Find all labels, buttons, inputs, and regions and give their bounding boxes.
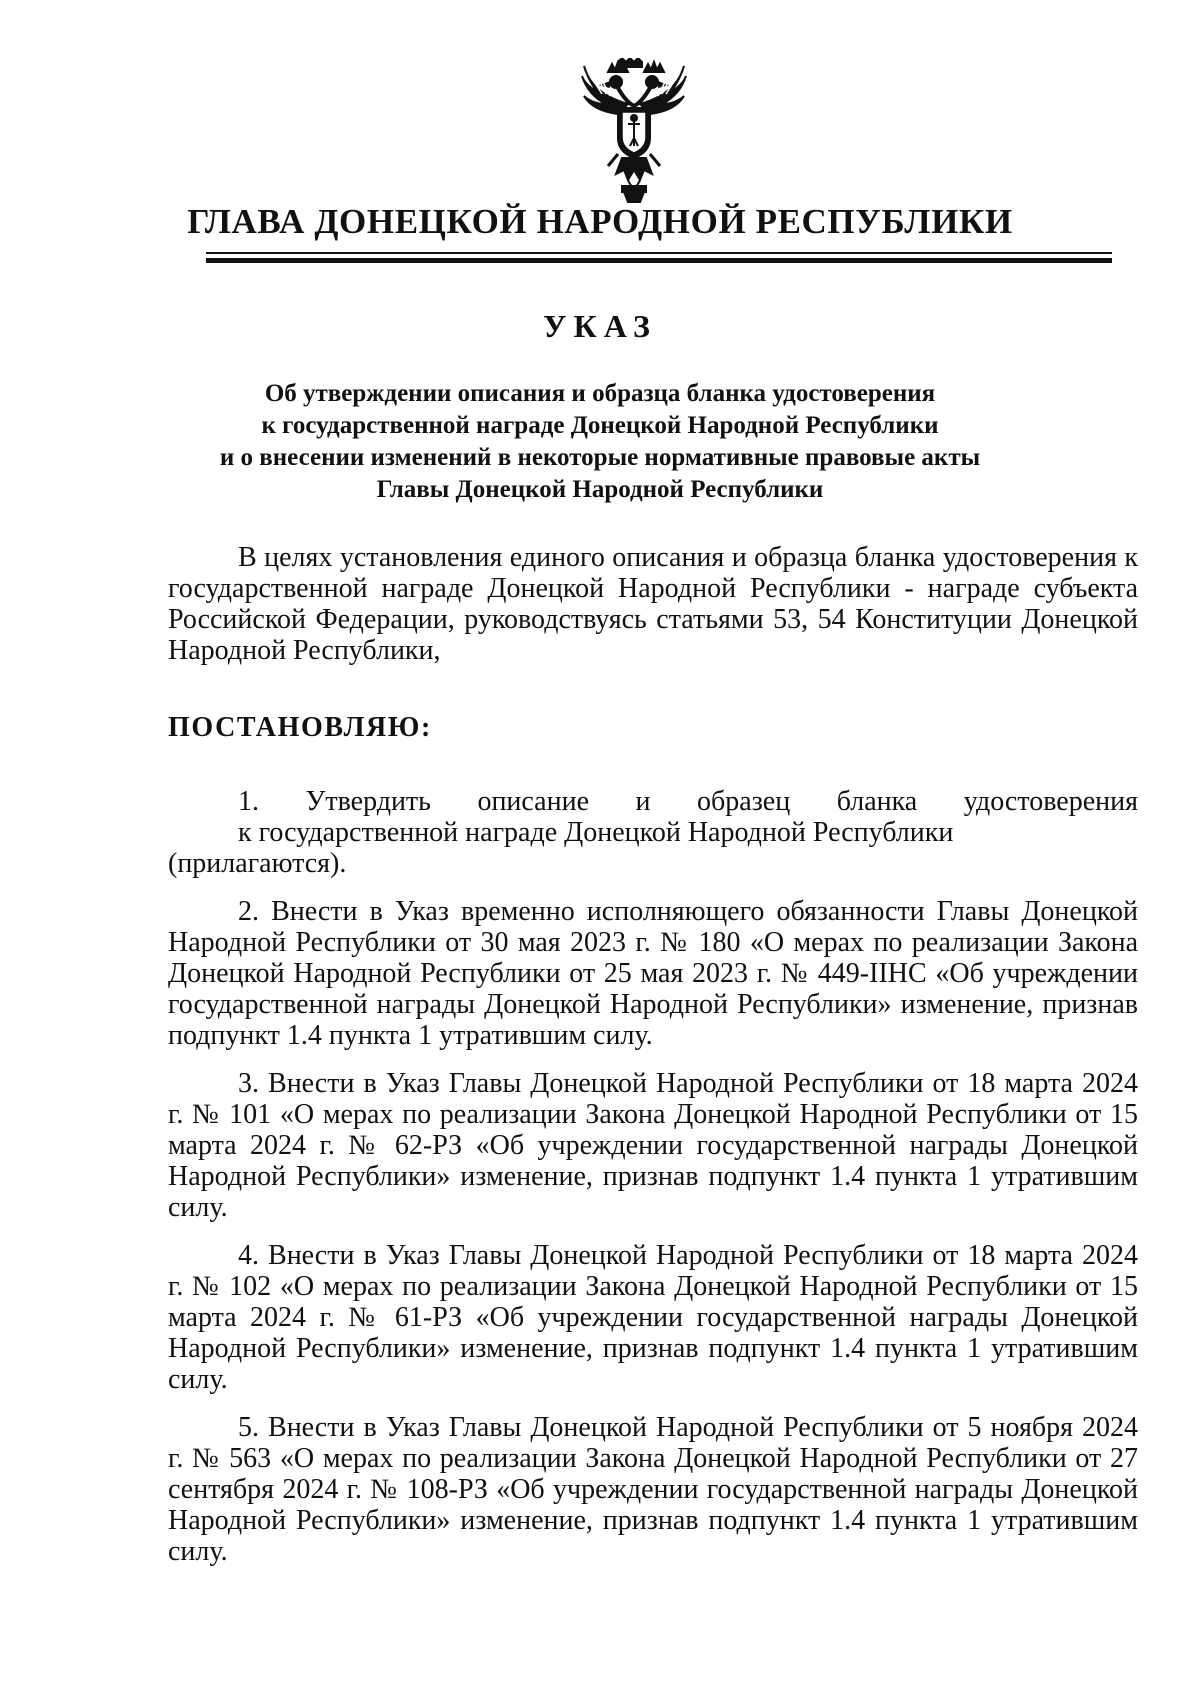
decree-item-1	[168, 786, 1138, 879]
subject-line: к государственной награде Донецкой Народной Республики	[261, 412, 939, 439]
decree-items	[168, 786, 1138, 1584]
resolve-heading: ПОСТАНОВЛЯЮ:	[168, 712, 432, 743]
header-title: ГЛАВА ДОНЕЦКОЙ НАРОДНОЙ РЕСПУБЛИКИ	[187, 202, 1013, 241]
subject-line: Главы Донецкой Народной Республики	[376, 476, 824, 503]
decree-item-1-rest: к государственной награде Донецкой Народной Республики (прилагаются).	[168, 817, 954, 879]
decree-item-4: 4. Внести в Указ Главы Донецкой Народной Республики от 18 марта 2024 г. № 102 «О мерах по реализации Закона Донецкой Народной Республики от 15 марта 2024 г. № 61-РЗ «Об учреждении государственной награды Донецкой Народной Республики» изменение, признав подпункт 1.4 пункта 1 утратившим силу.	[168, 1240, 1138, 1395]
decree-item-1-first-line: 1. Утвердить описание и образец бланка удостоверения	[238, 786, 1138, 817]
decree-item-3: 3. Внести в Указ Главы Донецкой Народной Республики от 18 марта 2024 г. № 101 «О мерах по реализации Закона Донецкой Народной Республики от 15 марта 2024 г. № 62-РЗ «Об учреждении государственной награды Донецкой Народной Республики» изменение, признав подпункт 1.4 пункта 1 утратившим силу.	[168, 1068, 1138, 1223]
subject-line: Об утверждении описания и образца бланка удостоверения	[264, 380, 936, 407]
preamble-paragraph: В целях установления единого описания и образца бланка удостоверения к государственной награде Донецкой Народной Республики - награде субъекта Российской Федерации, руководствуясь статьями 53, 54 Конституции Донецкой Народной Республики,	[168, 542, 1138, 666]
decree-item-2: 2. Внести в Указ временно исполняющего обязанности Главы Донецкой Народной Республики от 30 мая 2023 г. № 180 «О мерах по реализации Закона Донецкой Народной Республики от 25 мая 2023 г. № 449-IIНС «Об учреждении государственной награды Донецкой Народной Республики» изменение, признав подпункт 1.4 пункта 1 утратившим силу.	[168, 896, 1138, 1051]
document-type: УКАЗ	[543, 308, 657, 344]
subject-line: и о внесении изменений в некоторые нормативные правовые акты	[219, 444, 981, 471]
header-rule-thin	[206, 252, 1112, 254]
decree-item-5: 5. Внести в Указ Главы Донецкой Народной Республики от 5 ноября 2024 г. № 563 «О мерах по реализации Закона Донецкой Народной Республики от 27 сентября 2024 г. № 108-РЗ «Об учреждении государственной награды Донецкой Народной Республики» изменение, признав подпункт 1.4 пункта 1 утратившим силу.	[168, 1412, 1138, 1567]
document-subject	[130, 378, 1070, 506]
coat-of-arms-icon	[578, 58, 690, 204]
header-rule-thick	[206, 258, 1112, 263]
